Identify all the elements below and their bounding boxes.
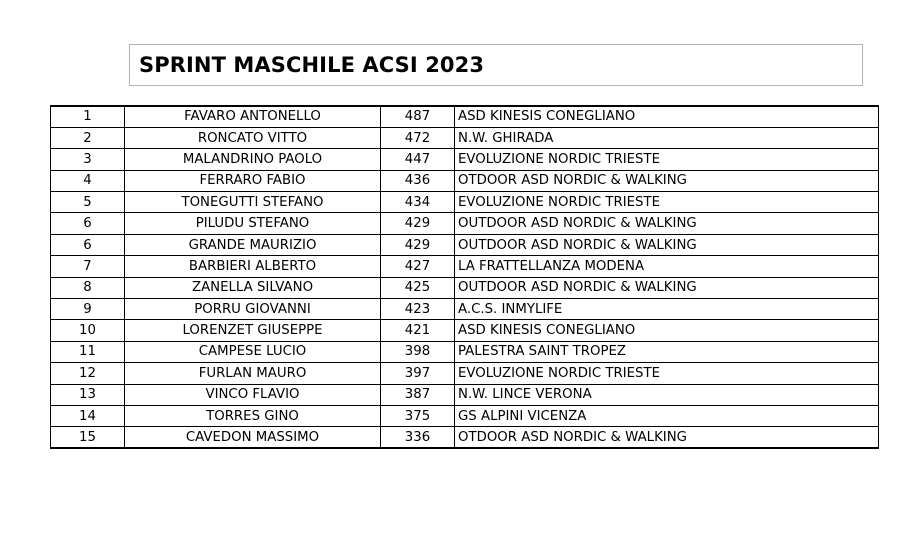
position-cell: 6 bbox=[51, 234, 125, 255]
table-row bbox=[51, 149, 879, 170]
club-cell: PALESTRA SAINT TROPEZ bbox=[455, 341, 879, 362]
club-cell: GS ALPINI VICENZA bbox=[455, 405, 879, 426]
athlete-name-cell: MALANDRINO PAOLO bbox=[125, 149, 381, 170]
athlete-name-cell: CAVEDON MASSIMO bbox=[125, 427, 381, 448]
club-cell: EVOLUZIONE NORDIC TRIESTE bbox=[455, 192, 879, 213]
club-cell: N.W. GHIRADA bbox=[455, 127, 879, 148]
position-cell: 4 bbox=[51, 170, 125, 191]
table-row bbox=[51, 320, 879, 341]
athlete-name-cell: TORRES GINO bbox=[125, 405, 381, 426]
club-cell: ASD KINESIS CONEGLIANO bbox=[455, 106, 879, 127]
position-cell: 10 bbox=[51, 320, 125, 341]
position-cell: 13 bbox=[51, 384, 125, 405]
points-cell: 421 bbox=[381, 320, 455, 341]
points-cell: 425 bbox=[381, 277, 455, 298]
table-row bbox=[51, 277, 879, 298]
position-cell: 5 bbox=[51, 192, 125, 213]
points-cell: 429 bbox=[381, 234, 455, 255]
athlete-name-cell: TONEGUTTI STEFANO bbox=[125, 192, 381, 213]
table-row bbox=[51, 192, 879, 213]
table-row bbox=[51, 170, 879, 191]
position-cell: 9 bbox=[51, 299, 125, 320]
points-cell: 436 bbox=[381, 170, 455, 191]
athlete-name-cell: FURLAN MAURO bbox=[125, 363, 381, 384]
club-cell: LA FRATTELLANZA MODENA bbox=[455, 256, 879, 277]
position-cell: 1 bbox=[51, 106, 125, 127]
position-cell: 8 bbox=[51, 277, 125, 298]
points-cell: 429 bbox=[381, 213, 455, 234]
results-table-body bbox=[51, 106, 879, 448]
position-cell: 7 bbox=[51, 256, 125, 277]
athlete-name-cell: FERRARO FABIO bbox=[125, 170, 381, 191]
table-row bbox=[51, 213, 879, 234]
position-cell: 15 bbox=[51, 427, 125, 448]
athlete-name-cell: VINCO FLAVIO bbox=[125, 384, 381, 405]
club-cell: ASD KINESIS CONEGLIANO bbox=[455, 320, 879, 341]
points-cell: 423 bbox=[381, 299, 455, 320]
table-row bbox=[51, 106, 879, 127]
table-row bbox=[51, 299, 879, 320]
athlete-name-cell: RONCATO VITTO bbox=[125, 127, 381, 148]
points-cell: 397 bbox=[381, 363, 455, 384]
table-row bbox=[51, 427, 879, 448]
points-cell: 375 bbox=[381, 405, 455, 426]
athlete-name-cell: GRANDE MAURIZIO bbox=[125, 234, 381, 255]
athlete-name-cell: ZANELLA SILVANO bbox=[125, 277, 381, 298]
club-cell: OTDOOR ASD NORDIC & WALKING bbox=[455, 170, 879, 191]
athlete-name-cell: LORENZET GIUSEPPE bbox=[125, 320, 381, 341]
table-row bbox=[51, 127, 879, 148]
points-cell: 398 bbox=[381, 341, 455, 362]
club-cell: OUTDOOR ASD NORDIC & WALKING bbox=[455, 277, 879, 298]
table-row bbox=[51, 363, 879, 384]
points-cell: 434 bbox=[381, 192, 455, 213]
table-row bbox=[51, 384, 879, 405]
points-cell: 336 bbox=[381, 427, 455, 448]
position-cell: 2 bbox=[51, 127, 125, 148]
athlete-name-cell: FAVARO ANTONELLO bbox=[125, 106, 381, 127]
athlete-name-cell: BARBIERI ALBERTO bbox=[125, 256, 381, 277]
club-cell: EVOLUZIONE NORDIC TRIESTE bbox=[455, 149, 879, 170]
club-cell: OTDOOR ASD NORDIC & WALKING bbox=[455, 427, 879, 448]
position-cell: 12 bbox=[51, 363, 125, 384]
table-row bbox=[51, 234, 879, 255]
table-row bbox=[51, 341, 879, 362]
points-cell: 427 bbox=[381, 256, 455, 277]
position-cell: 14 bbox=[51, 405, 125, 426]
table-row bbox=[51, 256, 879, 277]
athlete-name-cell: CAMPESE LUCIO bbox=[125, 341, 381, 362]
title-box bbox=[129, 44, 863, 86]
club-cell: OUTDOOR ASD NORDIC & WALKING bbox=[455, 234, 879, 255]
points-cell: 487 bbox=[381, 106, 455, 127]
table-row bbox=[51, 405, 879, 426]
club-cell: EVOLUZIONE NORDIC TRIESTE bbox=[455, 363, 879, 384]
athlete-name-cell: PORRU GIOVANNI bbox=[125, 299, 381, 320]
position-cell: 6 bbox=[51, 213, 125, 234]
position-cell: 3 bbox=[51, 149, 125, 170]
club-cell: A.C.S. INMYLIFE bbox=[455, 299, 879, 320]
page-title: SPRINT MASCHILE ACSI 2023 bbox=[139, 53, 485, 77]
athlete-name-cell: PILUDU STEFANO bbox=[125, 213, 381, 234]
position-cell: 11 bbox=[51, 341, 125, 362]
club-cell: N.W. LINCE VERONA bbox=[455, 384, 879, 405]
points-cell: 447 bbox=[381, 149, 455, 170]
points-cell: 387 bbox=[381, 384, 455, 405]
results-table bbox=[50, 105, 879, 449]
points-cell: 472 bbox=[381, 127, 455, 148]
club-cell: OUTDOOR ASD NORDIC & WALKING bbox=[455, 213, 879, 234]
